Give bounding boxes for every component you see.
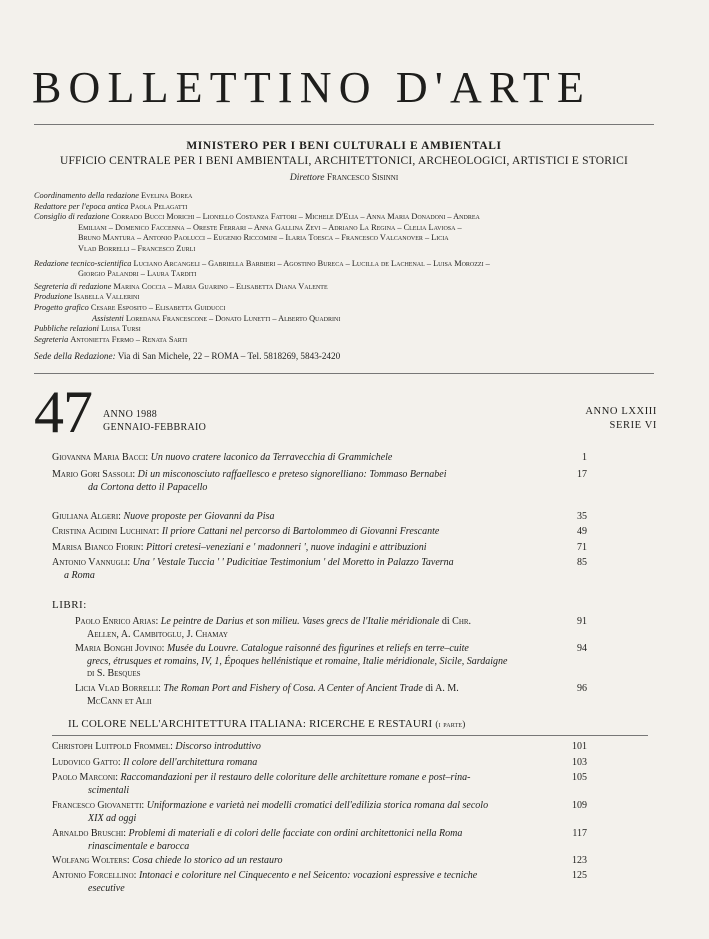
issue-anno-roman: ANNO LXXIII	[585, 406, 657, 417]
issue-period: GENNAIO-FEBBRAIO	[103, 422, 207, 433]
page-number: 117	[572, 828, 587, 839]
direttore-name: Francesco Sisinni	[326, 173, 399, 183]
toc-entry: Paolo Marconi: Raccomandazioni per il restauro delle coloriture delle architetture romane e post–rina- scimentali 105	[52, 772, 587, 796]
toc-entry: Arnaldo Bruschi: Problemi di materiali e di colori delle facciate con ordini architettonici nella Roma rinascimentale e barocca 117	[52, 828, 587, 852]
review-entry: Paolo Enrico Arias: Le peintre de Darius et son milieu. Vases grecs de l'Italie méridionale di Chr. Aellen, A. Cambitoglu, J. Chamay 91	[75, 616, 587, 640]
page-number: 94	[577, 643, 587, 654]
page-number: 49	[577, 526, 587, 537]
page-number: 35	[577, 511, 587, 522]
staff-assistenti: Assistenti Loredana Francescone – Donato Lunetti – Alberto Quadrini	[92, 313, 341, 323]
staff-consiglio: Consiglio di redazione Corrado Bucci Morichi – Lionello Costanza Fattori – Michele D'Elia – Anna Maria Donadoni – Andrea	[34, 212, 480, 222]
ufficio-line: UFFICIO CENTRALE PER I BENI AMBIENTALI, ARCHITETTONICI, ARCHEOLOGICI, ARTISTICI E STORICI	[59, 155, 629, 167]
staff-segreteria: Segreteria Antonietta Fermo – Renata Sarti	[34, 334, 188, 344]
toc-entry: Giuliana Algeri: Nuove proposte per Giovanni da Pisa 35	[52, 511, 587, 522]
toc-entry: Antonio Forcellino: Intonaci e coloriture nel Cinquecento e nel Seicento: vocazioni espressive e tecniche esecutive 125	[52, 870, 587, 894]
toc-entry: Christoph Luitpold Frommel: Discorso introduttivo 101	[52, 741, 587, 752]
page-number: 85	[577, 557, 587, 568]
staff-redattore: Redattore per l'epoca antica Paola Pelagatti	[34, 201, 188, 211]
toc-entry: Wolfang Wolters: Cosa chiede lo storico ad un restauro 123	[52, 855, 587, 866]
review-entry: Licia Vlad Borrelli: The Roman Port and Fishery of Cosa. A Center of Ancient Trade di A. M. McCann et Alii 96	[75, 683, 587, 707]
staff-tecnico: Redazione tecnico-scientifica Luciano Arcangeli – Gabriella Barbieri – Agostino Bureca – Lucilla de Lachenal – Luisa Morozzi –	[34, 258, 490, 268]
page-number: 105	[572, 772, 587, 783]
issue-volume	[585, 405, 657, 433]
toc-entry: Cristina Acidini Luchinat: Il priore Cattani nel percorso di Bartolommeo di Giovanni Frescante 49	[52, 526, 587, 537]
section-heading: IL COLORE NELL'ARCHITETTURA ITALIANA: RICERCHE E RESTAURI (i parte)	[68, 718, 466, 730]
page-number: 71	[577, 542, 587, 553]
page-number: 123	[572, 855, 587, 866]
masthead-rule	[34, 373, 654, 374]
staff-consiglio-cont: Vlad Borrelli – Francesco Zurli	[78, 243, 196, 253]
page-number: 109	[572, 800, 587, 811]
staff-coordinamento: Coordinamento della redazione Evelina Borea	[34, 191, 193, 200]
staff-progetto: Progetto grafico Cesare Esposito – Elisabetta Guiducci	[34, 302, 226, 312]
staff-pubbliche: Pubbliche relazioni Luisa Tursi	[34, 324, 141, 334]
toc-entry: Antonio Vannugli: Una ' Vestale Tuccia ' ' Pudicitiae Testimonium ' del Moretto in Palazzo Taverna a Roma 85	[52, 557, 587, 581]
page-number: 91	[577, 616, 587, 627]
staff-segreteria-redazione: Segreteria di redazione Marina Coccia – Maria Guarino – Elisabetta Diana Valente	[34, 281, 328, 291]
toc-entry: Ludovico Gatto: Il colore dell'architettura romana 103	[52, 757, 587, 768]
page-number: 96	[577, 683, 587, 694]
page-number: 103	[572, 757, 587, 768]
page-number: 125	[572, 870, 587, 881]
staff-produzione: Produzione Isabella Vallerini	[34, 292, 140, 302]
journal-title: BOLLETTINO D'ARTE	[32, 63, 592, 112]
issue-date	[103, 408, 206, 434]
sede-line: Sede della Redazione: Via di San Michele, 22 – ROMA – Tel. 5818269, 5843-2420	[34, 351, 341, 361]
staff-consiglio-cont: Emiliani – Domenico Faccenna – Oreste Ferrari – Anna Gallina Zevi – Adriano La Regina – Clelia Laviosa –	[78, 222, 462, 232]
staff-tecnico-cont: Giorgio Palandri – Laura Tarditi	[78, 269, 197, 279]
issue-number: 47	[34, 379, 92, 445]
staff-credits	[34, 191, 654, 345]
libri-heading: LIBRI:	[52, 599, 87, 611]
toc-entry: Francesco Giovanetti: Uniformazione e varietà nei modelli cromatici dell'edilizia storica romana dal secolo XIX ad oggi 109	[52, 800, 587, 824]
toc-entry: Mario Gori Sassoli: Di un misconosciuto raffaellesco e preteso signorelliano: Tommaso Bernabei da Cortona detto il Papacello 17	[52, 469, 587, 493]
page-number: 1	[582, 452, 587, 463]
issue-serie: SERIE VI	[609, 420, 657, 431]
toc-entry: Marisa Bianco Fiorin: Pittori cretesi–veneziani e ' madonneri ', nuove indagini e attribuzioni 71	[52, 542, 587, 553]
page-number: 17	[577, 469, 587, 480]
staff-consiglio-cont: Bruno Mantura – Antonio Paolucci – Eugenio Riccomini – Ilaria Toesca – Francesco Valcanover – Licia	[78, 233, 449, 243]
toc-entry: Giovanna Maria Bacci: Un nuovo cratere laconico da Terravecchia di Grammichele 1	[52, 452, 587, 463]
direttore-label: Direttore	[289, 173, 325, 183]
direttore-line	[34, 173, 654, 183]
review-entry: Maria Bonghi Jovino: Musée du Louvre. Catalogue raisonné des figurines et reliefs en terre–cuite grecs, étrusques et romains, IV, 1, Époques hellénistique et romaine, Italie méridionale, Sicile, Sardaigne di S. Besques 94	[75, 643, 587, 679]
issue-year: ANNO 1988	[103, 409, 158, 420]
ministry-line: MINISTERO PER I BENI CULTURALI E AMBIENTALI	[186, 140, 502, 152]
page-number: 101	[572, 741, 587, 752]
title-rule	[34, 124, 654, 125]
section-rule	[52, 735, 648, 736]
